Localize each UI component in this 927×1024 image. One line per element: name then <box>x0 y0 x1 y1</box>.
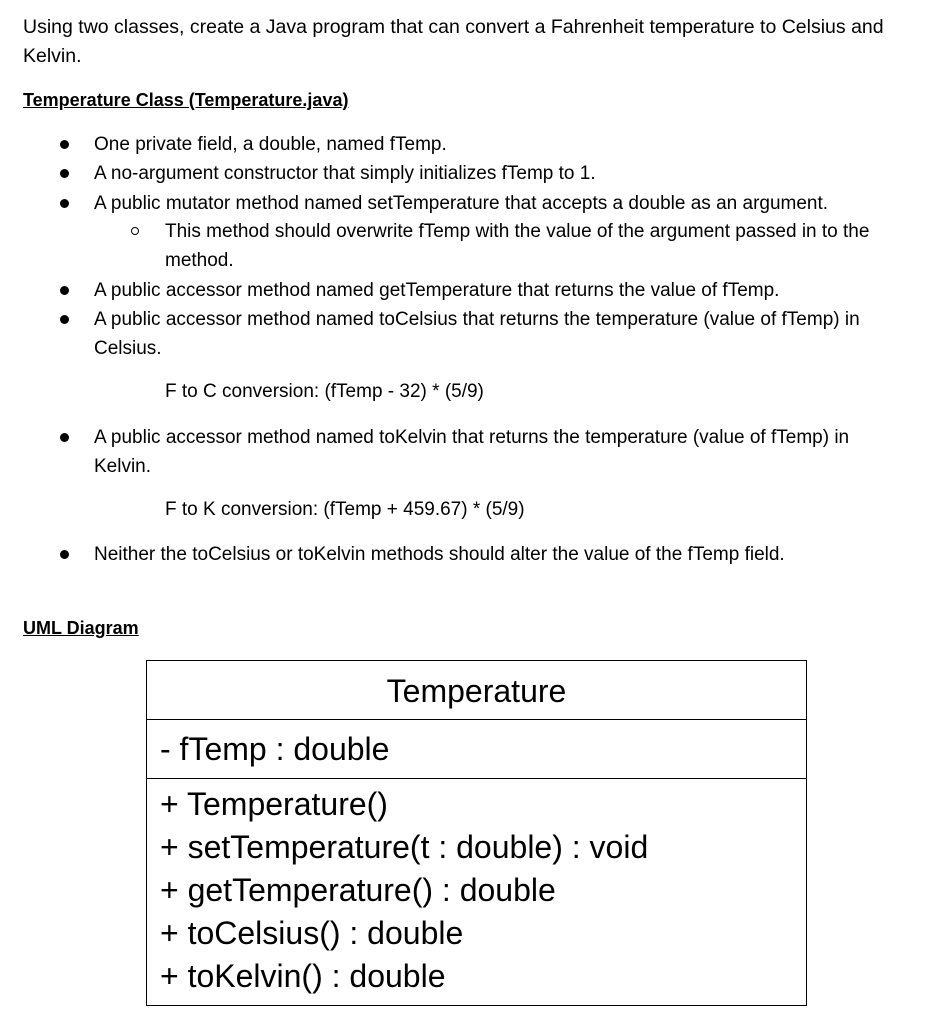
bullet-icon <box>60 315 69 324</box>
class-heading: Temperature Class (Temperature.java) <box>23 90 349 110</box>
list-item-text: Neither the toCelsius or toKelvin methods should alter the value of the fTemp field. <box>94 544 785 565</box>
uml-class-diagram <box>146 660 807 1006</box>
list-item-text: A no-argument constructor that simply initializes fTemp to 1. <box>94 163 596 184</box>
uml-method: + Temperature() <box>160 786 388 822</box>
uml-field: - fTemp : double <box>147 720 806 779</box>
list-item-text: A public accessor method named getTemperature that returns the value of fTemp. <box>94 280 780 301</box>
sub-list-item-text: This method should overwrite fTemp with the value of the argument passed in to the method. <box>165 221 870 271</box>
list-item-text: A public mutator method named setTemperature that accepts a double as an argument. <box>94 193 829 214</box>
uml-method: + getTemperature() : double <box>160 872 556 908</box>
uml-heading: UML Diagram <box>23 618 139 638</box>
hollow-bullet-icon <box>131 227 139 235</box>
uml-method: + setTemperature(t : double) : void <box>160 829 649 865</box>
kelvin-formula: F to K conversion: (fTemp + 459.67) * (5/9) <box>165 499 525 520</box>
list-item-text: One private field, a double, named fTemp. <box>94 134 447 155</box>
bullet-icon <box>60 286 69 295</box>
list-item-text: A public accessor method named toKelvin that returns the temperature (value of fTemp) in Kelvin. <box>94 427 850 477</box>
list-item-text: A public accessor method named toCelsius that returns the temperature (value of fTemp) in Celsius. <box>94 309 860 359</box>
celsius-formula: F to C conversion: (fTemp - 32) * (5/9) <box>165 381 484 402</box>
bullet-icon <box>60 140 69 149</box>
uml-methods <box>147 779 806 998</box>
bullet-icon <box>60 550 69 559</box>
uml-class-name: Temperature <box>147 661 806 720</box>
bullet-icon <box>60 433 69 442</box>
uml-method: + toCelsius() : double <box>160 915 464 951</box>
bullet-icon <box>60 169 69 178</box>
bullet-icon <box>60 199 69 208</box>
intro-paragraph: Using two classes, create a Java program that can convert a Fahrenheit temperature to Celsius and Kelvin. <box>23 16 884 67</box>
uml-method: + toKelvin() : double <box>160 958 446 994</box>
